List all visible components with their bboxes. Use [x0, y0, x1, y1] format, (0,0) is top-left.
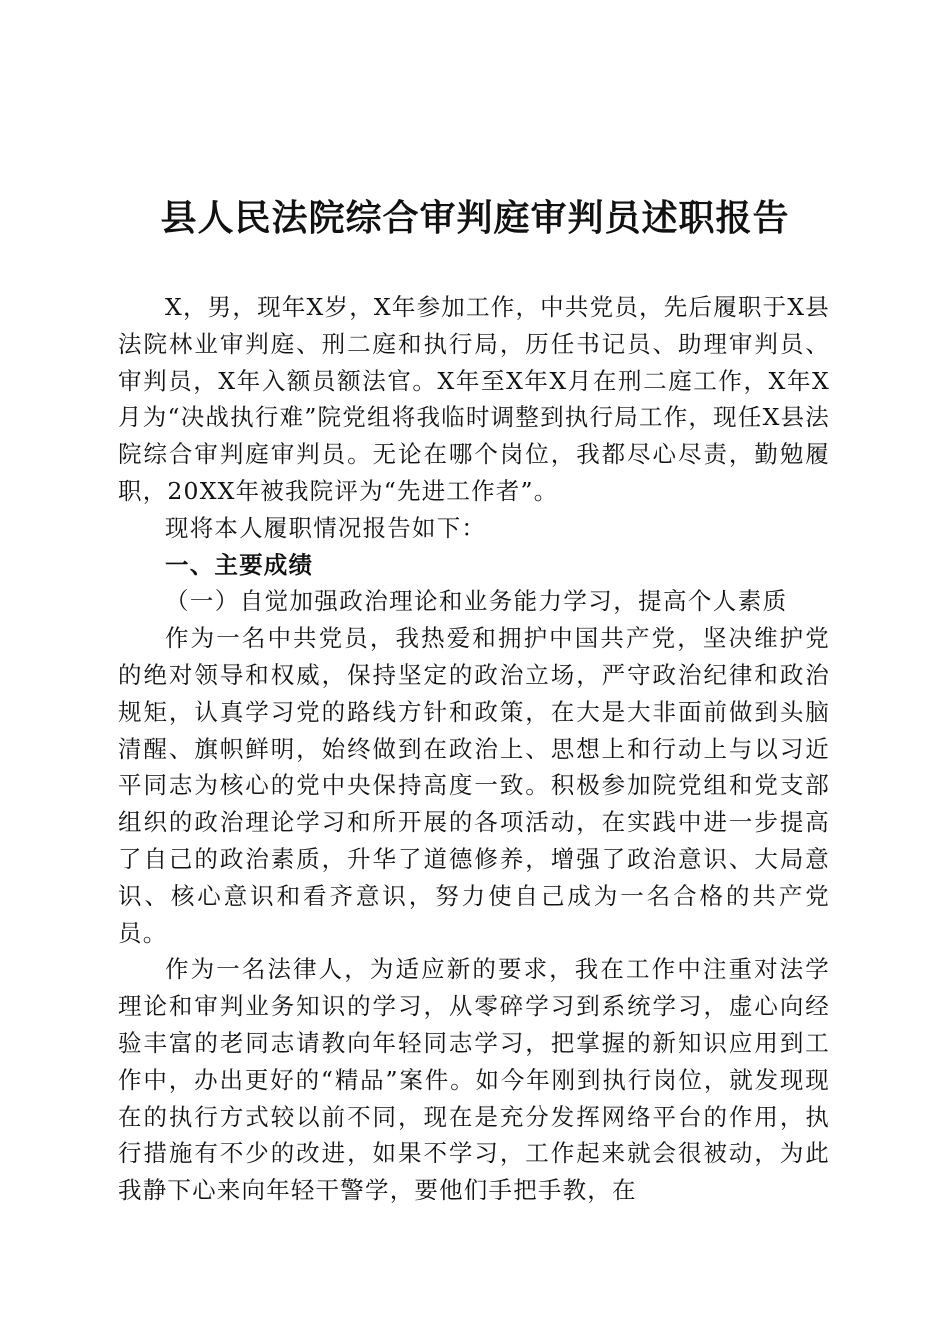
paragraph-legal-worker: 作为一名法律人，为适应新的要求，我在工作中注重对法学理论和审判业务知识的学习，从零碎学习到系统学习，虚心向经验丰富的老同志请教向年轻同志学习，把掌握的新知识应用到工作中，办出更好的“精品”案件。如今年刚到执行岗位，就发现现在的执行方式较以前不同，现在是充分发挥网络平台的作用，执行措施有不少的改进，如果不学习，工作起来就会很被动，为此我静下心来向年轻干警学，要他们手把手教，在: [118, 955, 830, 1205]
paragraph-intro: X，男，现年X岁，X年参加工作，中共党员，先后履职于X县法院林业审判庭、刑二庭和执行局，历任书记员、助理审判员、审判员，X年入额员额法官。X年至X年X月在刑二庭工作，X年X月为“决战执行难”院党组将我临时调整到执行局工作，现任X县法院综合审判庭审判员。无论在哪个岗位，我都尽心尽责，勤勉履职，20XX年被我院评为“先进工作者”。: [118, 293, 830, 505]
paragraph-party-member: 作为一名中共党员，我热爱和拥护中国共产党，坚决维护党的绝对领导和权威，保持坚定的政治立场，严守政治纪律和政治规矩，认真学习党的路线方针和政策，在大是大非面前做到头脑清醒、旗帜鲜明，始终做到在政治上、思想上和行动上与以习近平同志为核心的党中央保持高度一致。积极参加院党组和党支部组织的政治理论学习和所开展的各项活动，在实践中进一步提高了自己的政治素质，升华了道德修养，增强了政治意识、大局意识、核心意识和看齐意识，努力使自己成为一名合格的共产党员。: [118, 624, 830, 947]
section-heading-main-achievements: 一、主要成绩: [165, 550, 314, 579]
document-title: 县人民法院综合审判庭审判员述职报告: [160, 197, 790, 239]
paragraph-report-lead: 现将本人履职情况报告如下：: [165, 513, 487, 542]
subsection-heading-study: （一）自觉加强政治理论和业务能力学习，提高个人素质: [165, 587, 788, 616]
document-body: [118, 289, 830, 1209]
